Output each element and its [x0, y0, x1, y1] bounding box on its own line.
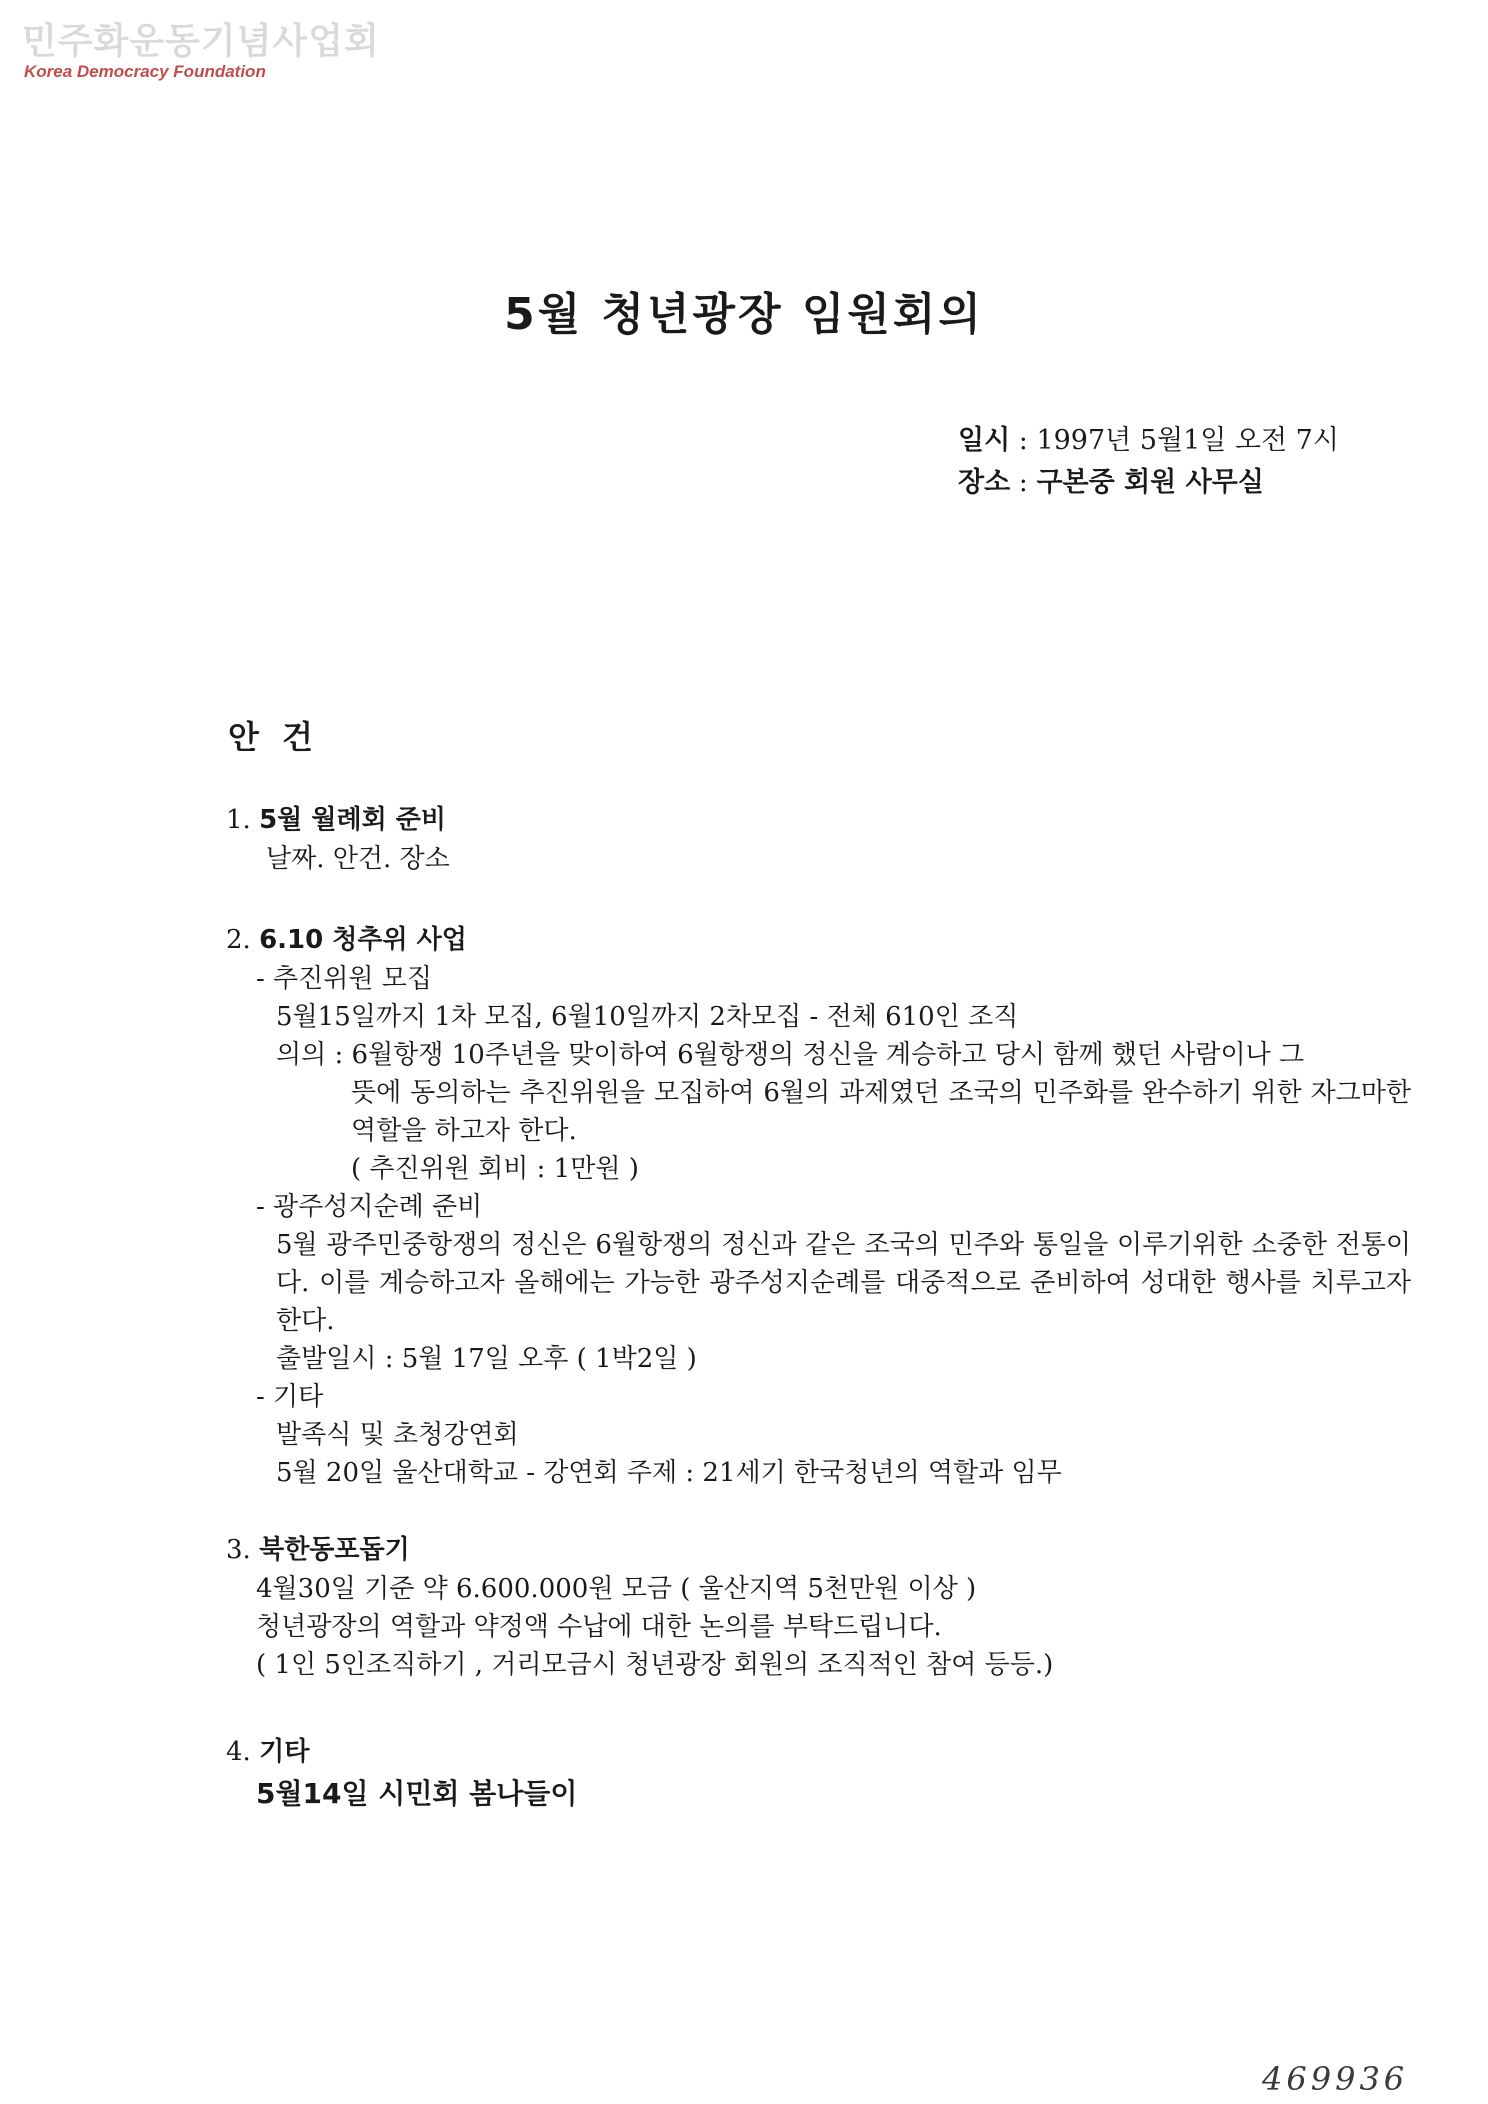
section-4-line-1: 5월14일 시민회 봄나들이	[256, 1777, 578, 1810]
place-separator: :	[1018, 467, 1037, 498]
section-2-heading: 6.10 청추위 사업	[259, 925, 467, 955]
section-1-number: 1.	[226, 805, 251, 835]
section-3-number: 3.	[226, 1535, 251, 1565]
watermark-korean: 민주화운동기념사업회	[22, 21, 380, 62]
other-line-1: 발족식 및 초청강연회	[276, 1420, 519, 1450]
agenda-section-3	[226, 1530, 1053, 1684]
date-value: 1997년 5월1일 오전 7시	[1036, 425, 1339, 456]
document-title: 5월 청년광장 임원회의	[504, 289, 984, 340]
agenda-section-4	[226, 1732, 577, 1816]
meeting-meta	[958, 420, 1339, 504]
pilgrimage-departure: 출발일시 : 5월 17일 오후 ( 1박2일 )	[276, 1344, 697, 1374]
date-label: 일시	[958, 425, 1011, 456]
purpose-first-text: 6월항쟁 10주년을 맞이하여 6월항쟁의 정신을 계승하고 당시 함께 했던 사람이나 그	[351, 1040, 1305, 1070]
watermark-english: Korea Democracy Foundation	[24, 62, 266, 81]
other-line-2: 5월 20일 울산대학교 - 강연회 주제 : 21세기 한국청년의 역할과 임무	[276, 1458, 1062, 1488]
watermark-logo	[22, 22, 380, 82]
handwritten-archive-number: 469936	[1262, 2060, 1409, 2098]
recruit-purpose-rest: 뜻에 동의하는 추진위원을 모집하여 6월의 과제였던 조국의 민주화를 완수하기 위한 자그마한 역할을 하고자 한다.	[351, 1078, 1411, 1146]
place-value: 구본중 회원 사무실	[1036, 467, 1264, 498]
meeting-place-row	[958, 462, 1339, 504]
agenda-heading: 안 건	[228, 718, 319, 756]
section-3-heading: 북한동포돕기	[259, 1535, 410, 1565]
section-3-title	[226, 1530, 1053, 1570]
purpose-label: 의의 :	[276, 1040, 344, 1070]
section-1-title	[226, 800, 450, 840]
recruit-title: - 추진위원 모집	[256, 964, 433, 994]
section-2-number: 2.	[226, 925, 251, 955]
recruit-purpose-first	[276, 1036, 1411, 1074]
agenda-section-1	[226, 800, 450, 878]
section-4-heading: 기타	[259, 1737, 310, 1767]
date-separator: :	[1018, 425, 1037, 456]
meeting-date-row	[958, 420, 1339, 462]
section-4-title	[226, 1732, 577, 1772]
section-3-line-3: ( 1인 5인조직하기 , 거리모금시 청년광장 회원의 조직적인 참여 등등.)	[256, 1650, 1054, 1680]
pilgrimage-body: 5월 광주민중항쟁의 정신은 6월항쟁의 정신과 같은 조국의 민주와 통일을 이루기위한 소중한 전통이다. 이를 계승하고자 올해에는 가능한 광주성지순례를 대중적으로 준비하여 성대한 행사를 치루고자 한다.	[276, 1230, 1411, 1336]
agenda-section-2	[226, 920, 1411, 1492]
other-title: - 기타	[256, 1382, 324, 1412]
place-label: 장소	[958, 467, 1011, 498]
section-3-line-1: 4월30일 기준 약 6.600.000원 모금 ( 울산지역 5천만원 이상 )	[256, 1574, 977, 1604]
pilgrimage-title: - 광주성지순례 준비	[256, 1192, 483, 1222]
section-2-title	[226, 920, 1411, 960]
recruit-fee: ( 추진위원 회비 : 1만원 )	[351, 1154, 639, 1184]
recruit-schedule: 5월15일까지 1차 모집, 6월10일까지 2차모집 - 전체 610인 조직	[276, 1002, 1019, 1032]
section-4-number: 4.	[226, 1737, 251, 1767]
section-3-line-2: 청년광장의 역할과 약정액 수납에 대한 논의를 부탁드립니다.	[256, 1612, 942, 1642]
section-1-heading: 5월 월례회 준비	[259, 805, 446, 835]
section-1-line: 날짜. 안건. 장소	[266, 844, 450, 874]
